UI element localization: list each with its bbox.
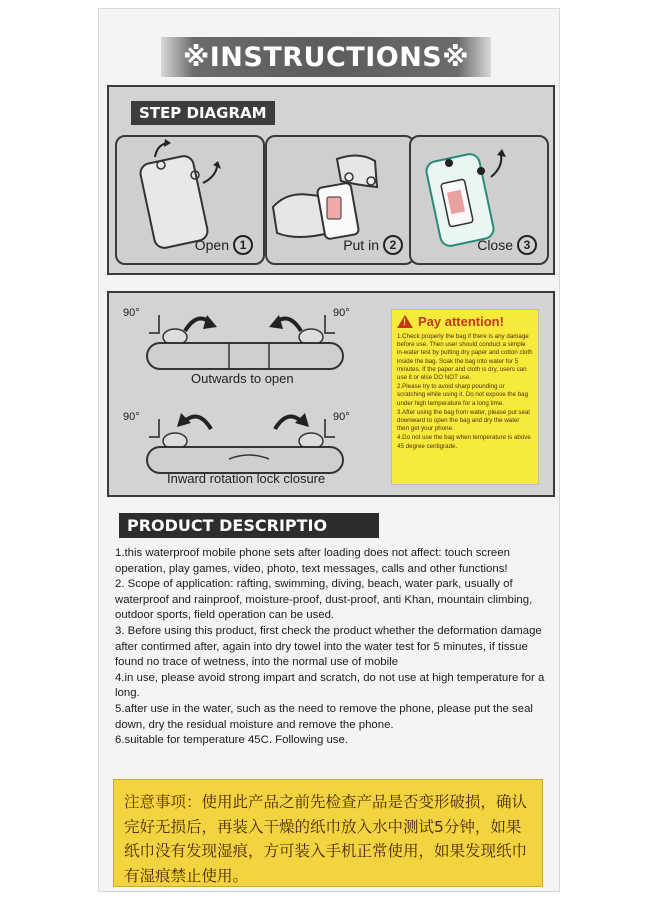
pay-attention-title: ! Pay attention! (397, 314, 533, 329)
step-open-label: Open 1 (195, 235, 253, 255)
step-number-badge: 2 (383, 235, 403, 255)
instructions-banner (161, 37, 491, 77)
step-close-label: Close 3 (477, 235, 537, 255)
outwards-caption: Outwards to open (191, 371, 294, 386)
step-put-in (265, 135, 415, 265)
angle-label: 90° (123, 411, 140, 423)
description-paragraph: 5.after use in the water, such as the need to remove the phone, please put the seal down, dry the residual moisture and remove the phone. (115, 702, 533, 731)
attention-item: 2.Please try to avoid sharp pounding or scratching while using it. Do not expose the bag under high temperature for a long time. (397, 383, 529, 407)
angle-label: 90° (333, 411, 350, 423)
step-diagram-panel (107, 85, 555, 275)
chinese-notice-head: 注意事项： (124, 793, 202, 811)
description-paragraph: 3. Before using this product, first check the product whether the deformation damage after contirmed after, again into dry towel into the water test for 5 minutes, if tissue found no trace of wetness, into the normal use of mobile (115, 624, 542, 669)
banner-title: ※INSTRUCTIONS※ (183, 41, 469, 73)
lock-diagram-panel (107, 291, 555, 497)
inward-caption: Inward rotation lock closure (167, 471, 326, 486)
instruction-sheet (98, 8, 560, 892)
step-put-in-label: Put in 2 (343, 235, 403, 255)
chinese-notice-box (113, 779, 543, 887)
description-paragraph: 6.suitable for temperature 45C. Following use. (115, 734, 348, 747)
pay-attention-body (397, 333, 533, 451)
warning-icon (397, 315, 413, 328)
pay-attention-box (391, 309, 539, 485)
attention-item: 4.Do not use the bag when temperature is above 45 degree centigrade. (397, 434, 531, 450)
product-description-tag: PRODUCT DESCRIPTIO (119, 513, 379, 538)
attention-item: 1.Check properly the bag if there is any damage before use. Then user should conduct a simple in-water test by putting dry paper and cotton cloth inside the bag. Soak the bag into water for 5 minutes. If the paper and cloth is dry, users can use it or else DO NOT use. (397, 333, 533, 382)
angle-label: 90° (333, 307, 350, 319)
step-number-badge: 1 (233, 235, 253, 255)
step-number-badge: 3 (517, 235, 537, 255)
step-open (115, 135, 265, 265)
description-paragraph: 1.this waterproof mobile phone sets after loading does not affect: touch screen operation, play games, video, photo, text messages, calls and other functions! (115, 547, 510, 575)
description-paragraph: 2. Scope of application: rafting, swimming, diving, beach, water park, usually of waterproof and rainproof, moisture-proof, dust-proof, anti Khan, mountain climbing, outdoor sports, field operation can be used. (115, 578, 533, 622)
description-paragraph: 4.in use, please avoid strong impart and scratch, do not use at high temperature for a long. (115, 671, 545, 700)
step-close (409, 135, 549, 265)
step-diagram-tag: STEP DIAGRAM (131, 101, 275, 125)
angle-label: 90° (123, 307, 140, 319)
chinese-notice-body: 使用此产品之前先检查产品是否变形破损，确认完好无损后，再装入干燥的纸巾放入水中测试5分钟，如果纸巾没有发现湿痕，方可装入手机正常使用，如果发现纸巾有湿痕禁止使用。 (124, 793, 528, 885)
product-description-text (115, 546, 547, 749)
attention-item: 3.After using the bag from water, please put seal downward to open the bag and dry the water then get your phone. (397, 408, 530, 433)
seal-rotation-illustration (119, 301, 379, 491)
